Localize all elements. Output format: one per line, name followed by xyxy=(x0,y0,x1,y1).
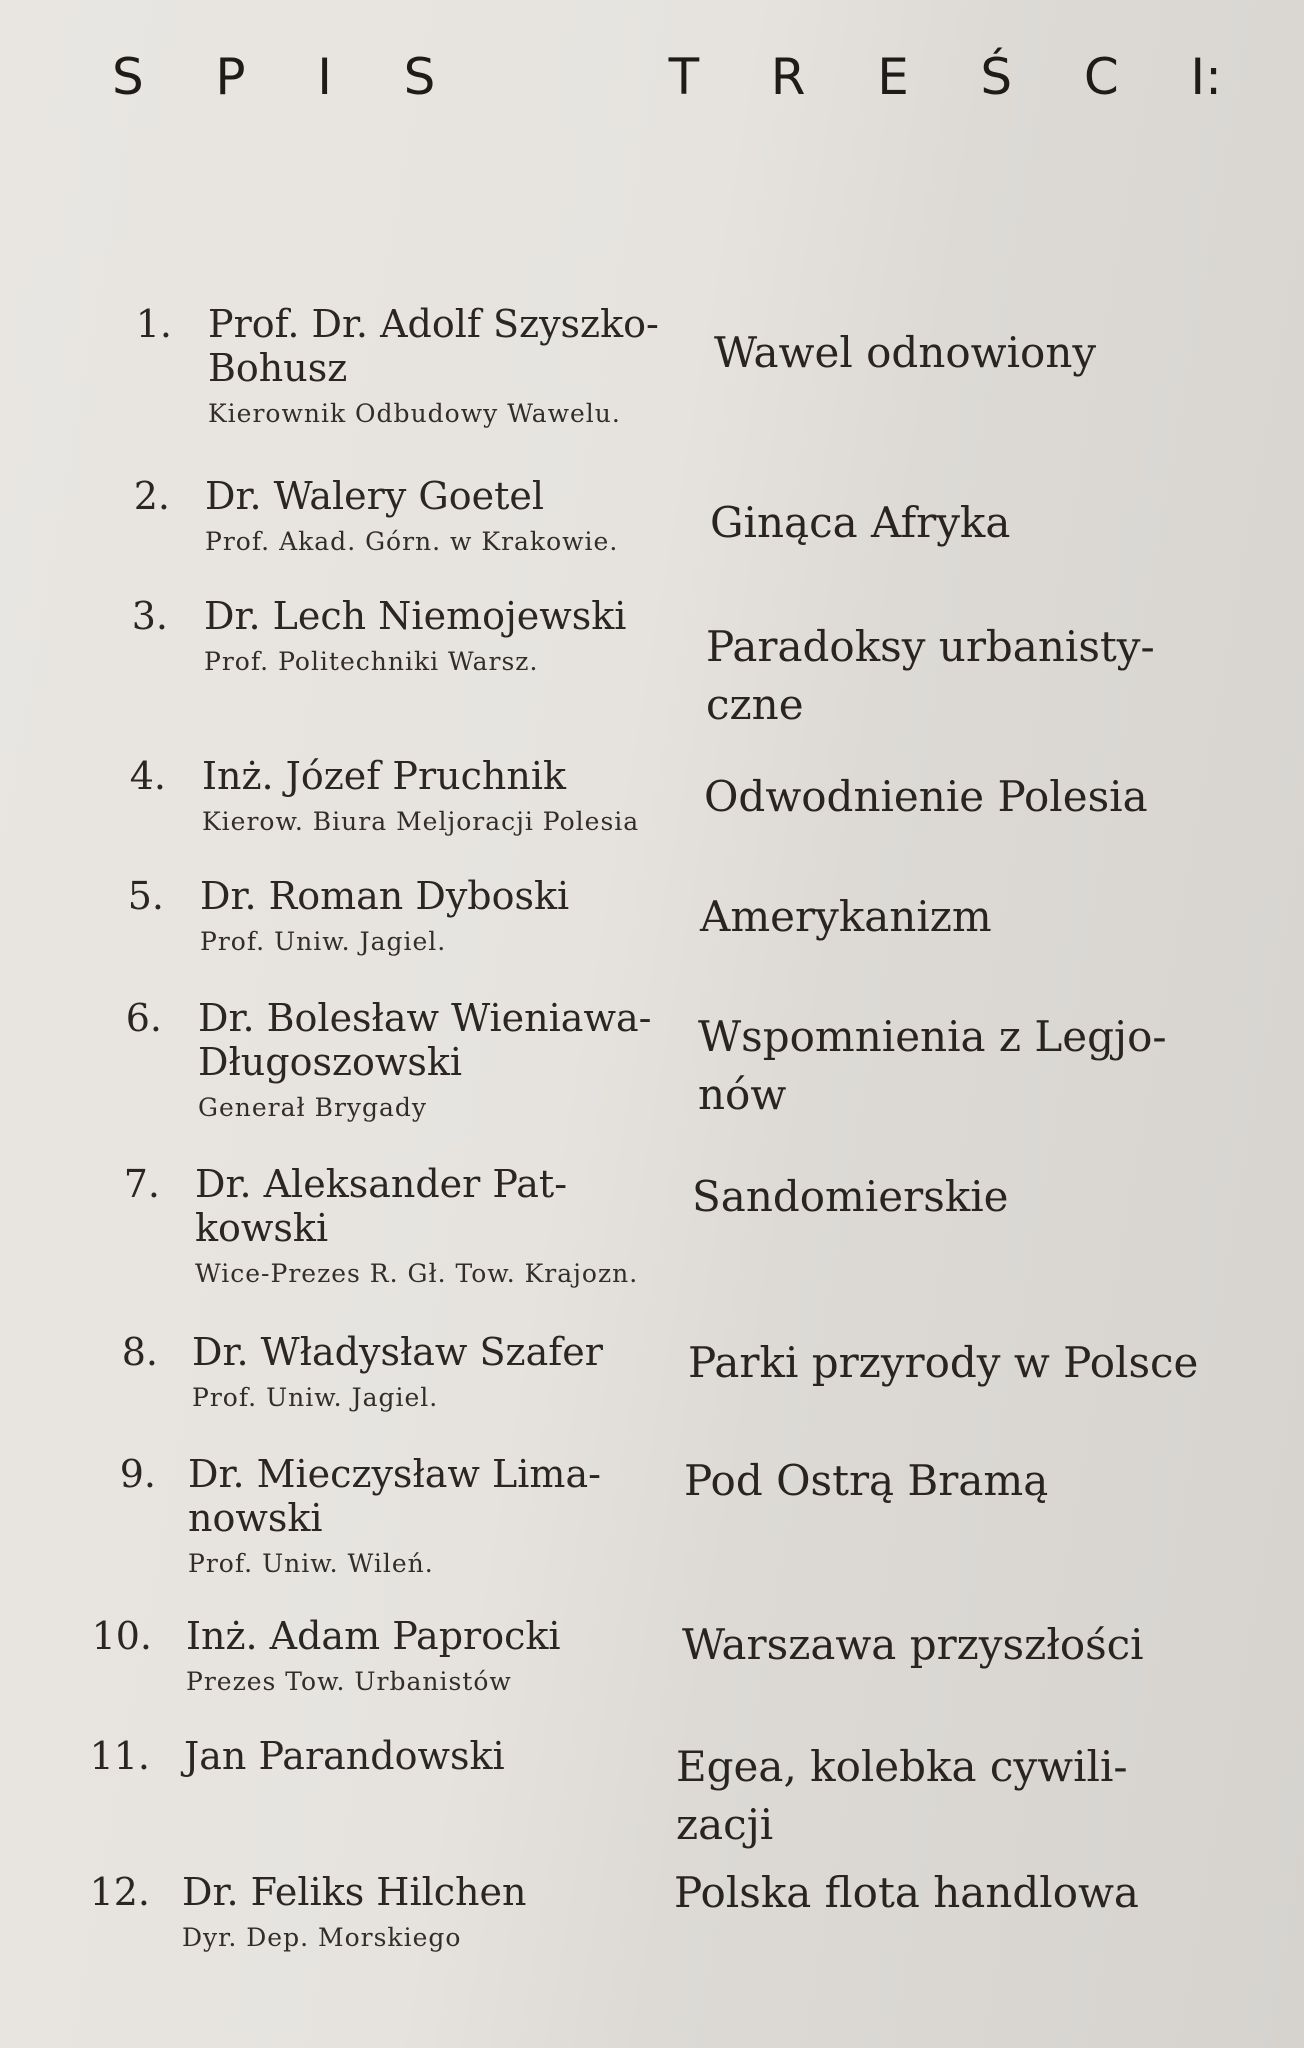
topic-line: Odwodnienie Polesia xyxy=(704,772,1148,821)
topic-line: Wspomnienia z Legjo- xyxy=(698,1012,1167,1061)
entry-number: 9. xyxy=(119,1452,156,1496)
author-role: Prof. Politechniki Warsz. xyxy=(204,647,539,676)
entry-author xyxy=(200,874,670,960)
entry-number: 7. xyxy=(123,1162,160,1206)
topic-line-continued: nów xyxy=(698,1070,787,1119)
topic-line: Polska flota handlowa xyxy=(674,1868,1139,1917)
entry-author xyxy=(182,1870,652,1956)
entry-author xyxy=(186,1614,656,1700)
title-letter: T xyxy=(668,48,700,106)
entry-topic xyxy=(700,888,1220,946)
title-letter: I: xyxy=(1190,48,1222,106)
entry-number: 8. xyxy=(121,1330,158,1374)
entry-topic xyxy=(704,768,1224,826)
topic-line: Paradoksy urbanisty- xyxy=(706,622,1155,671)
entry-number: 1. xyxy=(135,302,172,346)
author-name: Prof. Dr. Adolf Szyszko- xyxy=(208,302,659,346)
author-role: Prezes Tow. Urbanistów xyxy=(186,1667,512,1696)
entry-author xyxy=(198,996,668,1126)
entry-author xyxy=(192,1330,662,1416)
author-role: Generał Brygady xyxy=(198,1093,428,1122)
author-role: Prof. Uniw. Wileń. xyxy=(188,1549,434,1578)
title-letter: I xyxy=(317,48,332,106)
topic-line-continued: zacji xyxy=(676,1800,774,1849)
entry-topic xyxy=(676,1738,1196,1854)
page-title xyxy=(112,48,1222,106)
entry-author xyxy=(205,474,675,560)
author-role: Kierownik Odbudowy Wawelu. xyxy=(208,399,621,428)
author-role: Kierow. Biura Meljoracji Polesia xyxy=(202,807,640,836)
entry-topic xyxy=(688,1334,1248,1392)
entry-topic xyxy=(710,494,1230,552)
author-name: Jan Parandowski xyxy=(184,1734,505,1778)
author-name: Inż. Adam Paprocki xyxy=(186,1614,561,1658)
topic-line: Wawel odnowiony xyxy=(714,328,1097,377)
entry-topic xyxy=(682,1616,1202,1674)
author-name: Dr. Roman Dyboski xyxy=(200,874,570,918)
topic-line: Sandomierskie xyxy=(692,1172,1009,1221)
entry-number: 6. xyxy=(125,996,162,1040)
entry-author xyxy=(202,754,672,840)
entry-topic xyxy=(706,618,1226,734)
topic-line: Pod Ostrą Bramą xyxy=(684,1456,1049,1505)
author-name: Dr. Mieczysław Lima- xyxy=(188,1452,601,1496)
title-letter: R xyxy=(770,48,806,106)
author-name: Inż. Józef Pruchnik xyxy=(202,754,567,798)
title-letter: S xyxy=(112,48,144,106)
author-name: Dr. Bolesław Wieniawa- xyxy=(198,996,652,1040)
entry-number: 10. xyxy=(91,1614,152,1658)
entry-topic xyxy=(698,1008,1218,1124)
entry-number: 3. xyxy=(131,594,168,638)
entry-author xyxy=(208,302,678,432)
entry-author xyxy=(184,1734,654,1784)
entry-author xyxy=(188,1452,658,1582)
entry-author xyxy=(195,1162,665,1292)
entry-topic xyxy=(714,324,1234,382)
title-letter: Ś xyxy=(980,48,1013,106)
author-role: Prof. Uniw. Jagiel. xyxy=(200,927,447,956)
author-role: Wice-Prezes R. Gł. Tow. Krajozn. xyxy=(195,1259,639,1288)
author-role: Prof. Akad. Górn. w Krakowie. xyxy=(205,527,619,556)
entry-number: 12. xyxy=(89,1870,150,1914)
title-letter: E xyxy=(877,48,909,106)
topic-line: Warszawa przyszłości xyxy=(682,1620,1144,1669)
entry-number: 2. xyxy=(133,474,170,518)
entry-author xyxy=(204,594,674,680)
title-letter: C xyxy=(1083,48,1119,106)
title-letter: S xyxy=(403,48,436,106)
topic-line: Parki przyrody w Polsce xyxy=(688,1338,1199,1387)
entry-topic xyxy=(674,1864,1194,1922)
topic-line: Egea, kolebka cywili- xyxy=(676,1742,1128,1791)
author-name: Dr. Władysław Szafer xyxy=(192,1330,603,1374)
author-name-continued: kowski xyxy=(195,1206,329,1250)
author-role: Prof. Uniw. Jagiel. xyxy=(192,1383,439,1412)
entry-topic xyxy=(684,1452,1204,1510)
author-name-continued: Długoszowski xyxy=(198,1040,463,1084)
author-role: Dyr. Dep. Morskiego xyxy=(182,1923,462,1952)
author-name-continued: nowski xyxy=(188,1496,323,1540)
author-name-continued: Bohusz xyxy=(208,346,348,390)
entry-number: 11. xyxy=(89,1734,150,1778)
title-letter: P xyxy=(215,48,246,106)
entry-topic xyxy=(692,1168,1212,1226)
topic-line: Amerykanizm xyxy=(700,892,992,941)
entry-number: 5. xyxy=(127,874,164,918)
author-name: Dr. Walery Goetel xyxy=(205,474,545,518)
author-name: Dr. Aleksander Pat- xyxy=(195,1162,568,1206)
entry-number: 4. xyxy=(129,754,166,798)
author-name: Dr. Lech Niemojewski xyxy=(204,594,627,638)
author-name: Dr. Feliks Hilchen xyxy=(182,1870,527,1914)
topic-line: Ginąca Afryka xyxy=(710,498,1011,547)
topic-line-continued: czne xyxy=(706,680,804,729)
